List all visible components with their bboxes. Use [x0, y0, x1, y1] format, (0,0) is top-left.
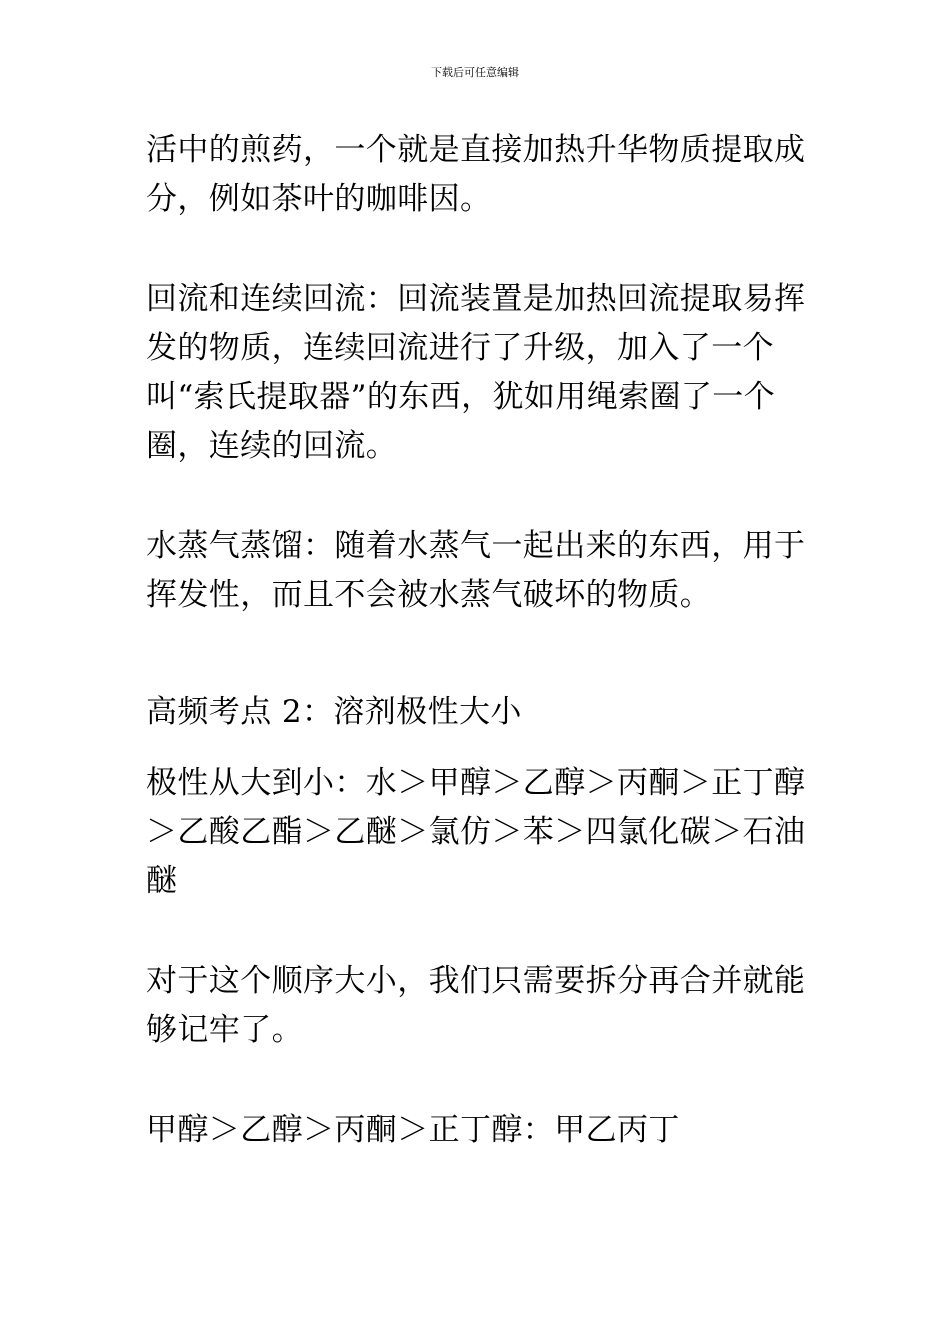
- page-header: 下载后可任意编辑: [431, 66, 519, 79]
- paragraph-reflux: 回流和连续回流：回流装置是加热回流提取易挥发的物质，连续回流进行了升级，加入了一个叫“索氏提取器”的东西，犹如用绳索圈了一个圈，连续的回流。: [146, 281, 806, 464]
- paragraph-mnemonic: 甲醇＞乙醇＞丙酮＞正丁醇：甲乙丙丁: [146, 1112, 680, 1148]
- document-body: [146, 126, 810, 1155]
- paragraph-polarity-order: 极性从大到小：水＞甲醇＞乙醇＞丙酮＞正丁醇＞乙酸乙酯＞乙醚＞氯仿＞苯＞四氯化碳＞石油醚: [146, 765, 806, 899]
- section-heading: 高频考点 2：溶剂极性大小: [146, 694, 522, 730]
- paragraph-sublimation: 活中的煎药，一个就是直接加热升华物质提取成分，例如茶叶的咖啡因。: [146, 132, 806, 217]
- paragraph-steam-distillation: 水蒸气蒸馏：随着水蒸气一起出来的东西，用于挥发性，而且不会被水蒸气破坏的物质。: [146, 528, 806, 613]
- paragraph-memory-tip: 对于这个顺序大小，我们只需要拆分再合并就能够记牢了。: [146, 963, 806, 1048]
